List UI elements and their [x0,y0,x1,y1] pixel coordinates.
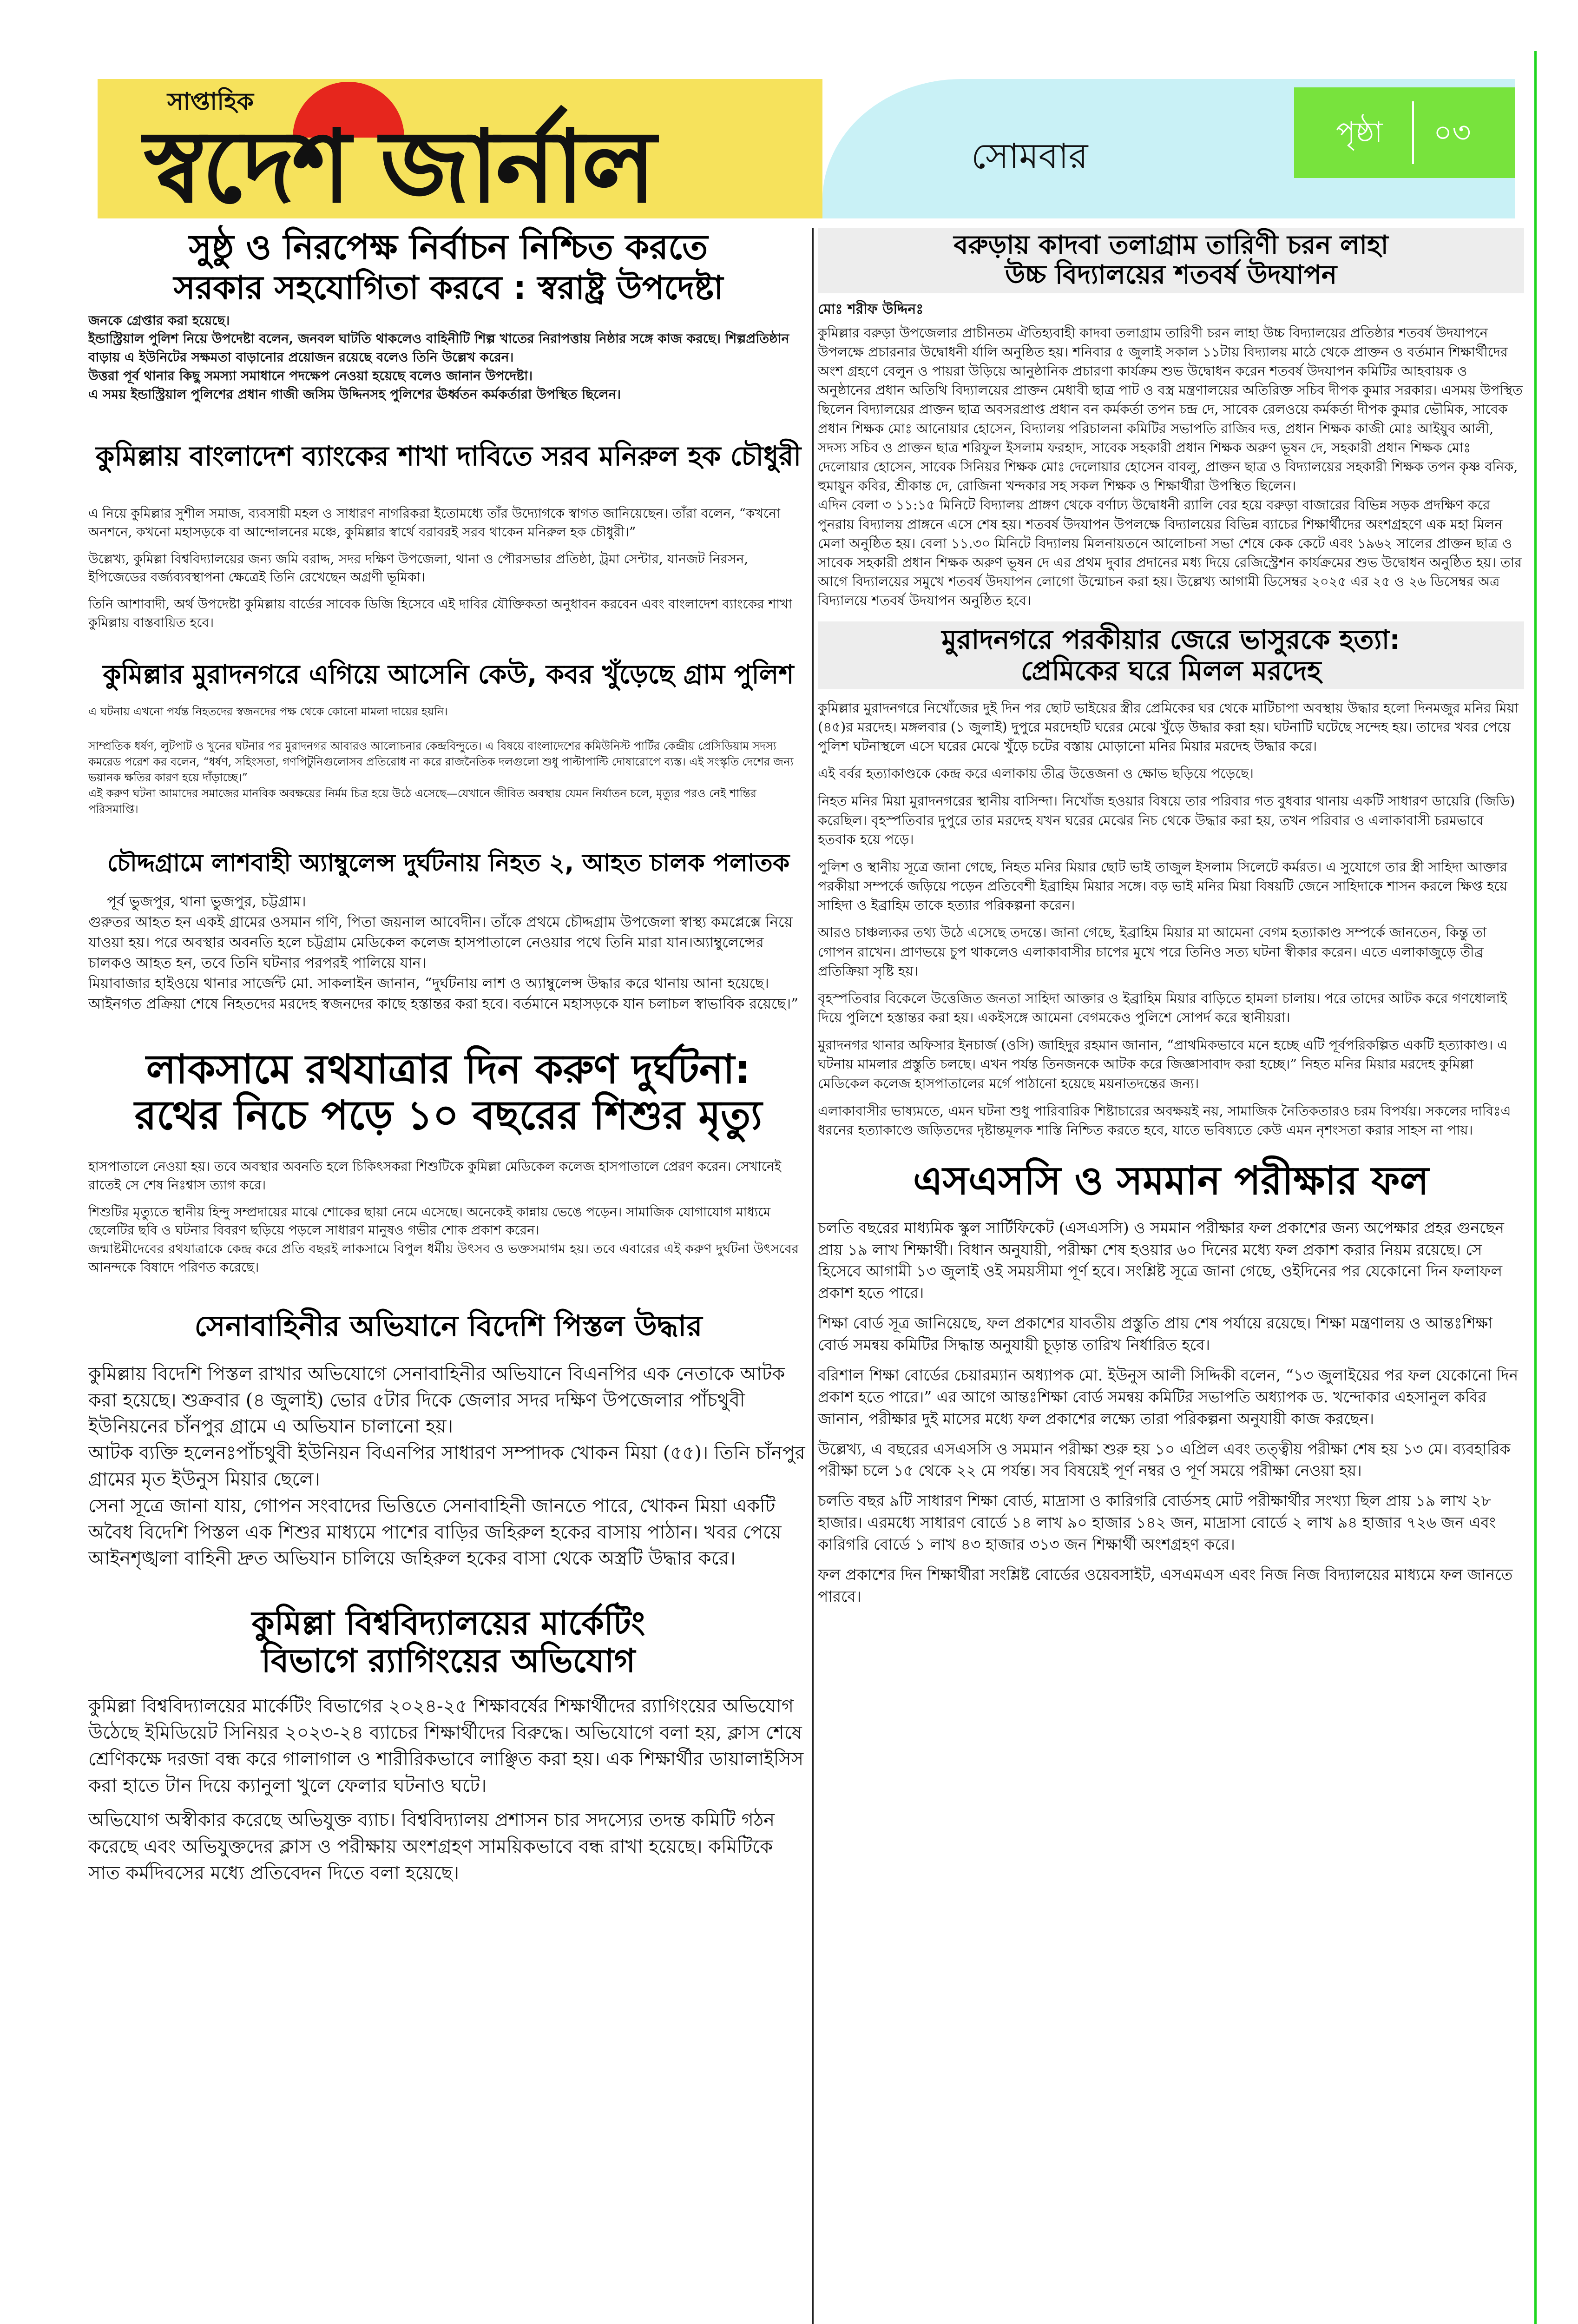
article-paragraph: ফল প্রকাশের দিন শিক্ষার্থীরা সংশ্লিষ্ট বোর্ডের ওয়েবসাইট, এসএমএস এবং নিজ নিজ বিদ্যালয়ের মাধ্যমে ফল জানতে পারবে। [818,1565,1513,1605]
article-paragraph: জন্মাষ্টমীদেবের রথযাত্রাকে কেন্দ্র করে প্রতি বছরই লাকসামে বিপুল ধর্মীয় উৎসব ও ভক্তসমাগম হয়। তবে এবারের এই করুণ দুর্ঘটনা উৎসবের আনন্দকে বিষাদে পরিণত করেছে। [88,1241,799,1275]
article-headline: চৌদ্দগ্রামে লাশবাহী অ্যাম্বুলেন্স দুর্ঘটনায় নিহত ২, আহত চালক পলাতক [107,849,790,878]
article-headline: কুমিল্লার মুরাদনগরে এগিয়ে আসেনি কেউ, কবর খুঁড়েছে গ্রাম পুলিশ [103,659,794,690]
masthead-title: স্বদেশ জার্নাল [144,107,653,225]
article-headline: রথের নিচে পড়ে ১০ বছরের শিশুর মৃত্যু [134,1092,763,1139]
article-paragraph: শিশুটির মৃত্যুতে স্থানীয় হিন্দু সম্প্রদায়ের মাঝে শোকের ছায়া নেমে এসেছে। অনেকেই কান্নায় ভেঙে পড়েন। সামাজিক যোগাযোগ মাধ্যমে ছেলেটির ছবি ও ঘটনার বিবরণ ছড়িয়ে পড়লে সাধারণ মানুষও গভীর শোক প্রকাশ করেন। [88,1204,771,1238]
page-frame-right [1534,51,1537,2324]
article-headline: লাকসামে রথযাত্রার দিন করুণ দুর্ঘটনা: [146,1046,751,1093]
page-label: পৃষ্ঠা [1336,115,1383,149]
article-paragraph: হাসপাতালে নেওয়া হয়। তবে অবস্থার অবনতি হলে চিকিৎসকরা শিশুটিকে কুমিল্লা মেডিকেল কলেজ হাসপাতালে প্রেরণ করেন। সেখানেই রাতেই সে শেষ নিঃশ্বাস ত্যাগ করে। [88,1159,782,1193]
article-headline: উচ্চ বিদ্যালয়ের শতবর্ষ উদযাপন [1005,260,1337,290]
article-headline: বিভাগে র‍্যাগিংয়ের অভিযোগ [261,1641,636,1680]
article-paragraph: উল্লেখ্য, কুমিল্লা বিশ্ববিদ্যালয়ের জন্য জমি বরাদ্দ, সদর দক্ষিণ উপজেলা, থানা ও পৌরসভার প্রতিষ্ঠা, ট্রমা সেন্টার, যানজট নিরসন, ইপিজেডের বর্জ্যব্যবস্থাপনা ক্ষেত্রেই তিনি রেখেছেন অগ্রণী ভূমিকা। [88,551,749,585]
page-number: ০৩ [1433,115,1471,149]
article-paragraph: চলতি বছরের মাধ্যমিক স্কুল সার্টিফিকেট (এসএসসি) ও সমমান পরীক্ষার ফল প্রকাশের জন্য অপেক্ষার প্রহর গুনছেন প্রায় ১৯ লাখ শিক্ষার্থী। বিধান অনুযায়ী, পরীক্ষা শেষ হওয়ার ৬০ দিনের মধ্যে ফল প্রকাশ করার নিয়ম রয়েছে। সে হিসেবে আগামী ১৩ জুলাই ওই সময়সীমা পূর্ণ হবে। সংশ্লিষ্ট সূত্রে জানা গেছে, ওইদিনের পর যেকোনো দিন ফলাফল প্রকাশ হতে পারে। [818,1218,1504,1302]
article-paragraph: মুরাদনগর থানার অফিসার ইনচার্জ (ওসি) জাহিদুর রহমান জানান, “প্রাথমিকভাবে মনে হচ্ছে এটি পূর্বপরিকল্পিত একটি হত্যাকাণ্ড। এ ঘটনায় মামলার প্রস্তুতি চলছে। এখন পর্যন্ত তিনজনকে আটক করে জিজ্ঞাসাবাদ করা হচ্ছে।” নিহত মনির মিয়ার মরদেহ কুমিল্লা মেডিকেল কলেজ হাসপাতালের মর্গে পাঠানো হয়েছে ময়নাতদন্তের জন্য। [818,1037,1508,1091]
article-ssc-results [818,1158,1524,1607]
article-bangladesh-bank-branch [88,441,809,632]
article-paragraph: পুলিশ ও স্থানীয় সূত্রে জানা গেছে, নিহত মনির মিয়ার ছোট ভাই তাজুল ইসলাম সিলেটে কর্মরত। এ সুযোগে তার স্ত্রী সাহিদা আক্তার পরকীয়া সম্পর্কে জড়িয়ে পড়েন প্রতিবেশী ইব্রাহিম মিয়ার সঙ্গে। বড় ভাই মনির মিয়া বিষয়টি জেনে সাহিদাকে শাসন করলে ক্ষিপ্ত হয়ে সাহিদা ও ইব্রাহিম তাকে হত্যার পরিকল্পনা করেন। [818,858,1507,913]
article-paragraph: বৃহস্পতিবার বিকেলে উত্তেজিত জনতা সাহিদা আক্তার ও ইব্রাহিম মিয়ার বাড়িতে হামলা চালায়। পরে তাদের আটক করে গণধোলাই দিয়ে পুলিশে হস্তান্তর করা হয়। একইসঙ্গে আমেনা বেগমকেও পুলিশে সোপর্দ করে স্থানীয়রা। [818,990,1507,1026]
article-paragraph: কুমিল্লা বিশ্ববিদ্যালয়ের মার্কেটিং বিভাগের ২০২৪-২৫ শিক্ষাবর্ষের শিক্ষার্থীদের র‍্যাগিংয়ের অভিযোগ উঠেছে ইমিডিয়েট সিনিয়র ২০২৩-২৪ ব্যাচের শিক্ষার্থীদের বিরুদ্ধে। অভিযোগে বলা হয়, ক্লাস শেষে শ্রেণিকক্ষে দরজা বন্ধ করে গালাগাল ও শারীরিকভাবে লাঞ্ছিত করা হয়। এক শিক্ষার্থীর ডায়ালাইসিস করা হাতে টান দিয়ে ক্যানুলা খুলে ফেলার ঘটনাও ঘটে। [88,1696,804,1796]
article-headline: মুরাদনগরে পরকীয়ার জেরে ভাসুরকে হত্যা: [941,624,1400,656]
article-paragraph: গুরুতর আহত হন একই গ্রামের ওসমান গণি, পিতা জয়নাল আবেদীন। তাঁকে প্রথমে চৌদ্দগ্রাম উপজেলা স্বাস্থ্য কমপ্লেক্সে নিয়ে যাওয়া হয়। পরে অবস্থার অবনতি হলে চট্টগ্রাম মেডিকেল কলেজ হাসপাতালে নেওয়ার পথে তিনি মারা যান।অ্যাম্বুলেন্সের চালকও আহত হন, তবে তিনি ঘটনার পরপরই পালিয়ে যান। [88,914,793,972]
article-paragraph: এই করুণ ঘটনা আমাদের সমাজের মানবিক অবক্ষয়ের নির্মম চিত্র হয়ে উঠে এসেছে—যেখানে জীবিত অবস্থায় যেমন নির্যাতন চলে, মৃত্যুর পরও নেই শান্তির পরিসমাপ্তি। [88,787,756,816]
article-laksam-rath [88,1047,809,1276]
article-paragraph: ইন্ডাস্ট্রিয়াল পুলিশ নিয়ে উপদেষ্টা বলেন, জনবল ঘাটতি থাকলেও বাহিনীটি শিল্প খাতের নিরাপত্তায় নিষ্ঠার সঙ্গে কাজ করছে। শিল্পপ্রতিষ্ঠান বাড়ায় এ ইউনিটের সক্ষমতা বাড়ানোর প্রয়োজন রয়েছে বলেও তিনি উল্লেখ করেন। [88,331,789,365]
masthead [98,79,1515,225]
article-muradnagar-murder [818,621,1524,1140]
article-paragraph: অভিযোগ অস্বীকার করেছে অভিযুক্ত ব্যাচ। বিশ্ববিদ্যালয় প্রশাসন চার সদস্যের তদন্ত কমিটি গঠন করেছে এবং অভিযুক্তদের ক্লাস ও পরীক্ষায় অংশগ্রহণ সাময়িকভাবে বন্ধ রাখা হয়েছে। কমিটিকে সাত কর্মদিবসের মধ্যে প্রতিবেদন দিতে বলা হয়েছে। [88,1809,775,1884]
article-paragraph: কুমিল্লায় বিদেশি পিস্তল রাখার অভিযোগে সেনাবাহিনীর অভিযানে বিএনপির এক নেতাকে আটক করা হয়েছে। শুক্রবার (৪ জুলাই) ভোর ৫টার দিকে জেলার সদর দক্ষিণ উপজেলার পাঁচথুবী ইউনিয়নের চাঁনপুর গ্রামে এ অভিযান চালানো হয়। [88,1363,785,1438]
article-election-security [88,228,809,403]
masthead-day: সোমবার [971,135,1088,177]
article-paragraph: কুমিল্লার বরুড়া উপজেলার প্রাচীনতম ঐতিহ্যবাহী কাদবা তলাগ্রাম তারিণী চরন লাহা উচ্চ বিদ্যালয়ের প্রতিষ্ঠার শতবর্ষ উদযাপনে উপলক্ষে প্রচারনার উদ্বোধনী র্যালি অনুষ্ঠিত হয়। শনিবার ৫ জুলাই সকাল ১১টায় বিদ্যালয় মাঠে থেকে প্রাক্তন ও বর্তমান শিক্ষার্থীদের অংশ গ্রহণে বেলুন ও পায়রা উড়িয়ে আনুষ্ঠানিক প্রচারণা কার্যক্রম শুভ উদ্বোধন করেন শতবর্ষ উদযাপন কমিটির আহবায়ক ও অনুষ্ঠানের প্রধান অতিথি বিদ্যালয়ের প্রাক্তন মেধাবী ছাত্র পাট ও বস্ত্র মন্ত্রণালয়ের অতিরিক্ত সচিব দীপক কুমার সরকার। এসময় উপস্থিত ছিলেন বিদ্যালয়ের প্রাক্তন ছাত্র অবসরপ্রাপ্ত প্রধান বন কর্মকর্তা তপন চন্দ্র দে, সাবেক রেলওয়ে কর্মকর্তা দীপক কুমার ভৌমিক, সাবেক প্রধান শিক্ষক মোঃ আনোয়ার হোসেন, বিদ্যালয় পরিচালনা কমিটির সভাপতি রাজিব দত্ত, প্রধান শিক্ষক কাজী মোঃ আইয়ুব আলী, সদস্য সচিব ও প্রাক্তন ছাত্র শরিফুল ইসলাম ফরহাদ, সাবেক সহকারী প্রধান শিক্ষক অরুণ ভূষন দে, সহকারী প্রধান শিক্ষক মোঃ দেলোয়ার হোসেন, সাবেক সিনিয়র শিক্ষক মোঃ দেলোয়ার হোসেন বাবলু, প্রাক্তন ছাত্র ও বিদ্যালয়ের সহকারী শিক্ষক তপন কৃষ্ণ বনিক, হুমায়ুন কবির, শ্রীকান্ত দে, রোজিনা খন্দকার সহ সকল শিক্ষক ও শিক্ষার্থীরা উপস্থিত ছিলেন। [818,324,1523,494]
masthead-weekly-label: সাপ্তাহিক [167,87,254,116]
article-paragraph: মিয়াবাজার হাইওয়ে থানার সার্জেন্ট মো. সাকলাইন জানান, “দুর্ঘটনায় লাশ ও অ্যাম্বুলেন্স উদ্ধার করে থানায় আনা হয়েছে। আইনগত প্রক্রিয়া শেষে নিহতদের মরদেহ স্বজনদের কাছে হস্তান্তর করা হবে। বর্তমানে মহাসড়কে যান চলাচল স্বাভাবিক রয়েছে।” [88,975,799,1013]
article-byline: মোঃ শরীফ উদ্দিনঃ [818,301,924,317]
article-paragraph: এই বর্বর হত্যাকাণ্ডকে কেন্দ্র করে এলাকায় তীব্র উত্তেজনা ও ক্ষোভ ছড়িয়ে পড়েছে। [818,766,1254,782]
article-paragraph: কুমিল্লার মুরাদনগরে নিখোঁজের দুই দিন পর ছোট ভাইয়ের স্ত্রীর প্রেমিকের ঘর থেকে মাটিচাপা অবস্থায় উদ্ধার হলো দিনমজুর মনির মিয়া (৪৫)র মরদেহ। মঙ্গলবার (১ জুলাই) দুপুরে মরদেহটি ঘরের মেঝে খুঁড়ে উদ্ধার করা হয়। ঘটনাটি ঘটেছে সন্দেহ হয়। তাদের খবর পেয়ে পুলিশ ঘটনাস্থলে এসে ঘরের মেঝে খুঁড়ে চটের বস্তায় মোড়ানো মনির মিয়ার মরদেহ উদ্ধার করে। [818,700,1519,754]
page-number-divider [1412,101,1414,164]
article-ambulance-accident [88,850,809,1014]
article-university-ragging [88,1604,809,1887]
article-school-centenary [818,228,1524,610]
article-paragraph: সেনা সূত্রে জানা যায়, গোপন সংবাদের ভিত্তিতে সেনাবাহিনী জানতে পারে, খোকন মিয়া একটি অবৈধ বিদেশি পিস্তল এক শিশুর মাধ্যমে পাশের বাড়ির জহিরুল হকের বাসায় পাঠান। খবর পেয়ে আইনশৃঙ্খলা বাহিনী দ্রুত অভিযান চালিয়ে জহিরুল হকের বাসা থেকে অস্ত্রটি উদ্ধার করে। [88,1495,782,1570]
article-paragraph: আটক ব্যক্তি হলেনঃপাঁচথুবী ইউনিয়ন বিএনপির সাধারণ সম্পাদক খোকন মিয়া (৫৫)। তিনি চাঁনপুর গ্রামের মৃত ইউনুস মিয়ার ছেলে। [88,1442,805,1491]
article-paragraph: বরিশাল শিক্ষা বোর্ডের চেয়ারম্যান অধ্যাপক মো. ইউনুস আলী সিদ্দিকী বলেন, “১৩ জুলাইয়ের পর ফল যেকোনো দিন প্রকাশ হতে পারে।” এর আগে আন্তঃশিক্ষা বোর্ড সমন্বয় কমিটির সভাপতি অধ্যাপক ড. খন্দোকার এহসানুল কবির জানান, পরীক্ষার দুই মাসের মধ্যে ফল প্রকাশের লক্ষ্যে তারা পরিকল্পনা অনুযায়ী কাজ করছেন। [818,1366,1519,1428]
headline-box [818,228,1524,293]
article-paragraph: এদিন বেলা ৩ ১১:১৫ মিনিটে বিদ্যালয় প্রাঙ্গণ থেকে বর্ণাঢ্য উদ্বোধনী র‍্যালি বের হয়ে বরুড়া বাজারের বিভিন্ন সড়ক প্রদক্ষিণ করে পুনরায় বিদ্যালয় প্রাঙ্গনে এসে শেষ হয়। শতবর্ষ উদযাপন উপলক্ষে বিদ্যালয়ের বিভিন্ন ব্যাচের শিক্ষার্থীদের অংশগ্রহণে এক মহা মিলন মেলা অনুষ্ঠিত হয়। বেলা ১১.৩০ মিনিটে বিদ্যালয় মিলনায়তনে আলোচনা সভা শেষে কেক কেটে এবং ১৯৬২ সালের প্রাক্তন ছাত্র ও সাবেক সহকারী প্রধান শিক্ষক অরুণ ভূষন দে এর প্রথম দুবার প্রদানের মধ্য দিয়ে রেজিস্ট্রেশন কার্যক্রমের শুভ উদ্বোধন অনুষ্ঠিত হয়। তার আগে বিদ্যালয়ের সমুখে শতবর্ষ উদযাপন লোগো উন্মোচন করা হয়। উল্লেখ্য আগামী ডিসেম্বর ২০২৫ এর ২৫ ও ২৬ ডিসেম্বর অত্র বিদ্যালয়ে শতবর্ষ উদযাপন অনুষ্ঠিত হবে। [818,497,1522,609]
article-paragraph: এ সময় ইন্ডাস্ট্রিয়াল পুলিশের প্রধান গাজী জসিম উদ্দিনসহ পুলিশের ঊর্ধ্বতন কর্মকর্তারা উপস্থিত ছিলেন। [88,386,621,402]
article-paragraph: নিহত মনির মিয়া মুরাদনগরের স্থানীয় বাসিন্দা। নিখোঁজ হওয়ার বিষয়ে তার পরিবার গত বুধবার থানায় একটি সাধারণ ডায়েরি (জিডি) করেছিল। বৃহস্পতিবার দুপুরে তার মরদেহ যখন ঘরের মেঝের নিচ থেকে উদ্ধার করা হয়, তখন পরিবার ও এলাকাবাসী চরমভাবে হতবাক হয়ে পড়ে। [818,793,1515,847]
left-column [88,228,809,1887]
article-paragraph: সাম্প্রতিক ধর্ষণ, লুটপাট ও খুনের ঘটনার পর মুরাদনগর আবারও আলোচনার কেন্দ্রবিন্দুতে। এ বিষয়ে বাংলাদেশের কমিউনিস্ট পার্টির কেন্দ্রীয় প্রেসিডিয়াম সদস্য কমরেড পরেশ কর বলেন, “ধর্ষণ, সহিংসতা, গণপিটুনিগুলোসব প্রতিরোধ না করে রাজনৈতিক দলগুলো শুধু পাল্টাপাল্টি দোষারোপে ব্যস্ত। এই সংস্কৃতি দেশের জন্য ভয়ানক ক্ষতির কারণ হয়ে দাঁড়াচ্ছে।” [88,739,794,785]
article-headline: কুমিল্লায় বাংলাদেশ ব্যাংকের শাখা দাবিতে সরব মনিরুল হক চৌধুরী [95,440,802,472]
article-paragraph: আরও চাঞ্চল্যকর তথ্য উঠে এসেছে তদন্তে। জানা গেছে, ইব্রাহিম মিয়ার মা আমেনা বেগম হত্যাকাণ্ড সম্পর্কে জানতেন, কিন্তু তা গোপন রাখেন। প্রাণভয়ে চুপ থাকলেও এলাকাবাসীর চাপের মুখে পরে তিনিও সত্য ঘটনা স্বীকার করেন। এতে এলাকাজুড়ে তীব্র প্রতিক্রিয়া সৃষ্টি হয়। [818,924,1487,979]
article-paragraph: চলতি বছর ৯টি সাধারণ শিক্ষা বোর্ড, মাদ্রাসা ও কারিগরি বোর্ডসহ মোট পরীক্ষার্থীর সংখ্যা ছিল প্রায় ১৯ লাখ ২৮ হাজার। এরমধ্যে সাধারণ বোর্ডে ১৪ লাখ ৯০ হাজার ১৪২ জন, মাদ্রাসা বোর্ডে ২ লাখ ৯৪ হাজার ৭২৬ জন এবং কারিগরি বোর্ডে ১ লাখ ৪৩ হাজার ৩১৩ জন শিক্ষার্থী অংশগ্রহণ করে। [818,1492,1496,1553]
article-headline: সেনাবাহিনীর অভিযানে বিদেশি পিস্তল উদ্ধার [194,1308,703,1343]
article-paragraph: পূর্ব ভুজপুর, থানা ভুজপুর, চট্টগ্রাম। [107,893,306,911]
article-headline: এসএসসি ও সমমান পরীক্ষার ফল [913,1158,1429,1204]
article-headline: সরকার সহযোগিতা করবে : স্বরাষ্ট্র উপদেষ্টা [173,269,723,307]
headline-box [818,621,1524,689]
article-paragraph: উল্লেখ্য, এ বছরের এসএসসি ও সমমান পরীক্ষা শুরু হয় ১০ এপ্রিল এবং তত্ত্বীয় পরীক্ষা শেষ হয় ১৩ মে। ব্যবহারিক পরীক্ষা চলে ১৫ থেকে ২২ মে পর্যন্ত। সব বিষয়েই পূর্ণ নম্বর ও পূর্ণ সময়ে পরীক্ষা নেওয়া হয়। [818,1439,1511,1480]
article-paragraph: এ নিয়ে কুমিল্লার সুশীল সমাজ, ব্যবসায়ী মহল ও সাধারণ নাগরিকরা ইতোমধ্যে তাঁর উদ্যোগকে স্বাগত জানিয়েছেন। তাঁরা বলেন, “কখনো অনশনে, কখনো মহাসড়কে বা আন্দোলনের মঞ্চে, কুমিল্লার স্বার্থে বরাবরই সরব থাকেন মনিরুল হক চৌধুরী।” [88,506,781,540]
article-army-pistol [88,1309,809,1572]
article-paragraph: জনকে গ্রেপ্তার করা হয়েছে। [88,312,230,328]
right-column [818,228,1524,1608]
column-divider [812,228,814,2324]
article-paragraph: তিনি আশাবাদী, অর্থ উপদেষ্টা কুমিল্লায় বার্ডের সাবেক ডিজি হিসেবে এই দাবির যৌক্তিকতা অনুধাবন করবেন এবং বাংলাদেশ ব্যাংকের শাখা কুমিল্লায় বাস্তবায়িত হবে। [88,596,792,630]
article-headline: সুষ্ঠু ও নিরপেক্ষ নির্বাচন নিশ্চিত করতে [189,227,708,267]
article-headline: প্রেমিকের ঘরে মিলল মরদেহ [1020,655,1322,687]
page-number-box [1294,87,1515,178]
article-paragraph: শিক্ষা বোর্ড সূত্র জানিয়েছে, ফল প্রকাশের যাবতীয় প্রস্তুতি প্রায় শেষ পর্যায়ে রয়েছে। শিক্ষা মন্ত্রণালয় ও আন্তঃশিক্ষা বোর্ড সমন্বয় কমিটির সিদ্ধান্ত অনুযায়ী চূড়ান্ত তারিখ নির্ধারিত হবে। [818,1314,1493,1354]
article-muradnagar-grave [88,660,809,818]
article-paragraph: এলাকাবাসীর ভাষ্যমতে, এমন ঘটনা শুধু পারিবারিক শিষ্টাচারের অবক্ষয়ই নয়, সামাজিক নৈতিকতারও চরম বিপর্যয়। সকলের দাবিঃএ ধরনের হত্যাকাণ্ডে জড়িতদের দৃষ্টান্তমূলক শাস্তি নিশ্চিত করতে হবে, যাতে ভবিষ্যতে কেউ এমন নৃশংসতা করার সাহস না পায়। [818,1103,1511,1138]
article-headline: বরুড়ায় কাদবা তলাগ্রাম তারিণী চরন লাহা [953,230,1388,260]
article-paragraph: এ ঘটনায় এখনো পর্যন্ত নিহতদের স্বজনদের পক্ষ থেকে কোনো মামলা দায়ের হয়নি। [88,705,448,718]
article-headline: কুমিল্লা বিশ্ববিদ্যালয়ের মার্কেটিং [251,1604,645,1643]
article-paragraph: উত্তরা পূর্ব থানার কিছু সমস্যা সমাধানে পদক্ষেপ নেওয়া হয়েছে বলেও জানান উপদেষ্টা। [88,368,533,383]
